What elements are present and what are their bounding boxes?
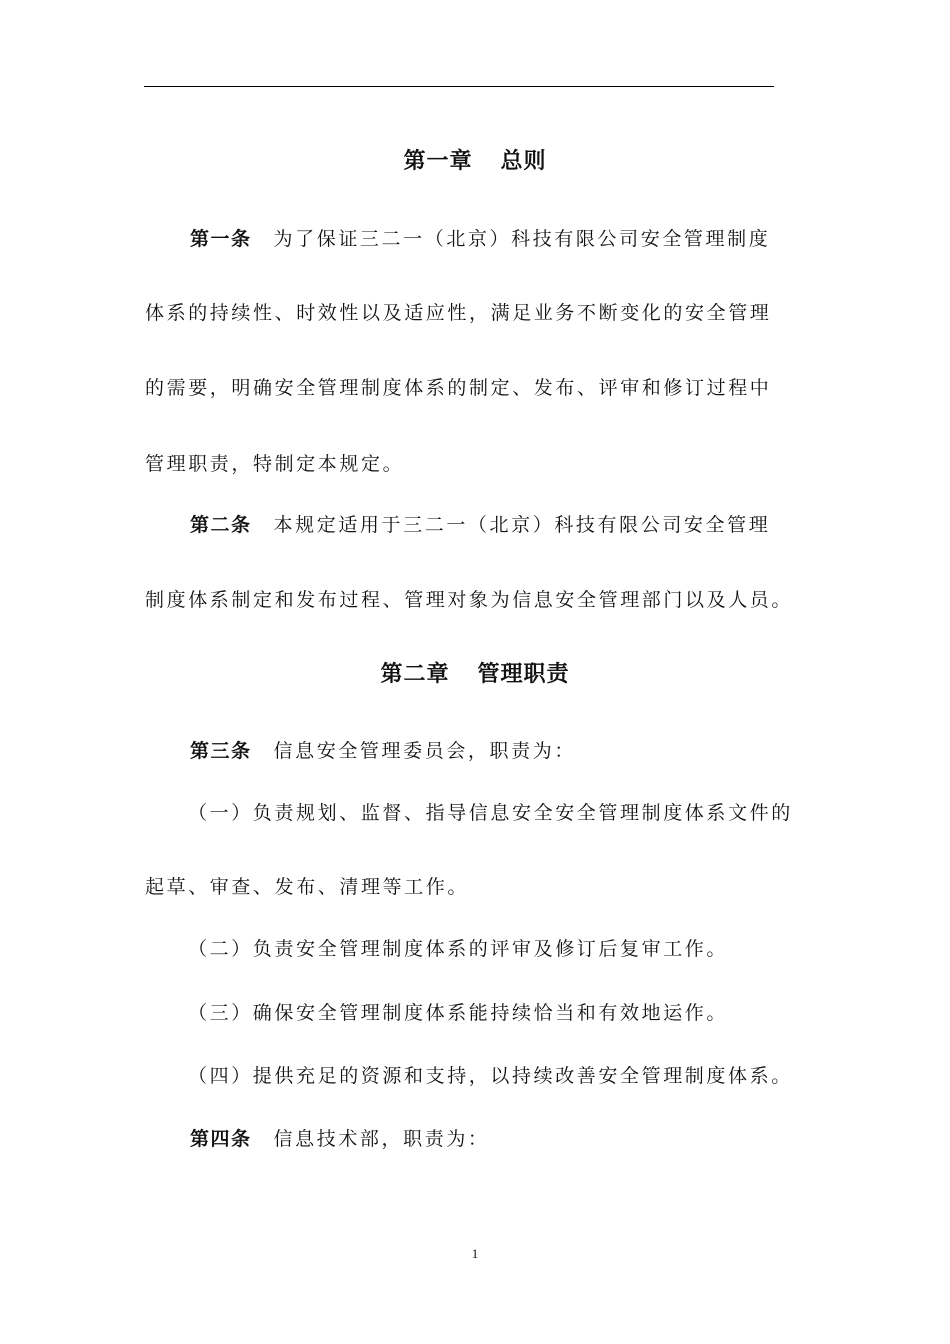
article-3-text: 信息安全管理委员会，职责为：: [273, 740, 576, 762]
article-2-label: 第二条: [190, 514, 252, 536]
article-1-line-3: 的需要，明确安全管理制度体系的制定、发布、评审和修订过程中: [145, 377, 772, 399]
article-2-line-1: 本规定适用于三二一（北京）科技有限公司安全管理: [273, 514, 771, 536]
article-3-item-2: （二）负责安全管理制度体系的评审及修订后复审工作。: [188, 938, 729, 960]
article-2-first-line: [190, 510, 770, 540]
article-1-first-line: [190, 224, 770, 254]
chapter-2-number: 第二章: [380, 662, 450, 687]
header-rule: [144, 86, 774, 87]
chapter-2-heading: [0, 660, 950, 690]
article-1-line-2: 体系的持续性、时效性以及适应性，满足业务不断变化的安全管理: [145, 302, 772, 324]
article-2-line-2: 制度体系制定和发布过程、管理对象为信息安全管理部门以及人员。: [145, 589, 794, 611]
article-1-line-4: 管理职责，特制定本规定。: [145, 453, 405, 475]
article-1-label: 第一条: [190, 228, 252, 250]
chapter-1-heading: [0, 147, 950, 177]
article-3-label: 第三条: [190, 740, 252, 762]
article-1-line-1: 为了保证三二一（北京）科技有限公司安全管理制度: [273, 228, 771, 250]
chapter-1-number: 第一章: [403, 149, 473, 174]
article-3-item-1-line-1: （一）负责规划、监督、指导信息安全安全管理制度体系文件的: [188, 802, 793, 824]
article-3-item-4: （四）提供充足的资源和支持，以持续改善安全管理制度体系。: [188, 1065, 793, 1087]
article-3-item-3: （三）确保安全管理制度体系能持续恰当和有效地运作。: [188, 1002, 729, 1024]
article-3-first-line: [190, 736, 576, 766]
article-4-label: 第四条: [190, 1128, 252, 1150]
article-4-first-line: [190, 1124, 490, 1154]
article-4-text: 信息技术部，职责为：: [273, 1128, 490, 1150]
article-3-item-1-line-2: 起草、审查、发布、清理等工作。: [145, 876, 470, 898]
page-number: 1: [471, 1246, 479, 1261]
chapter-1-title: 总则: [500, 149, 547, 174]
chapter-2-title: 管理职责: [477, 662, 570, 687]
